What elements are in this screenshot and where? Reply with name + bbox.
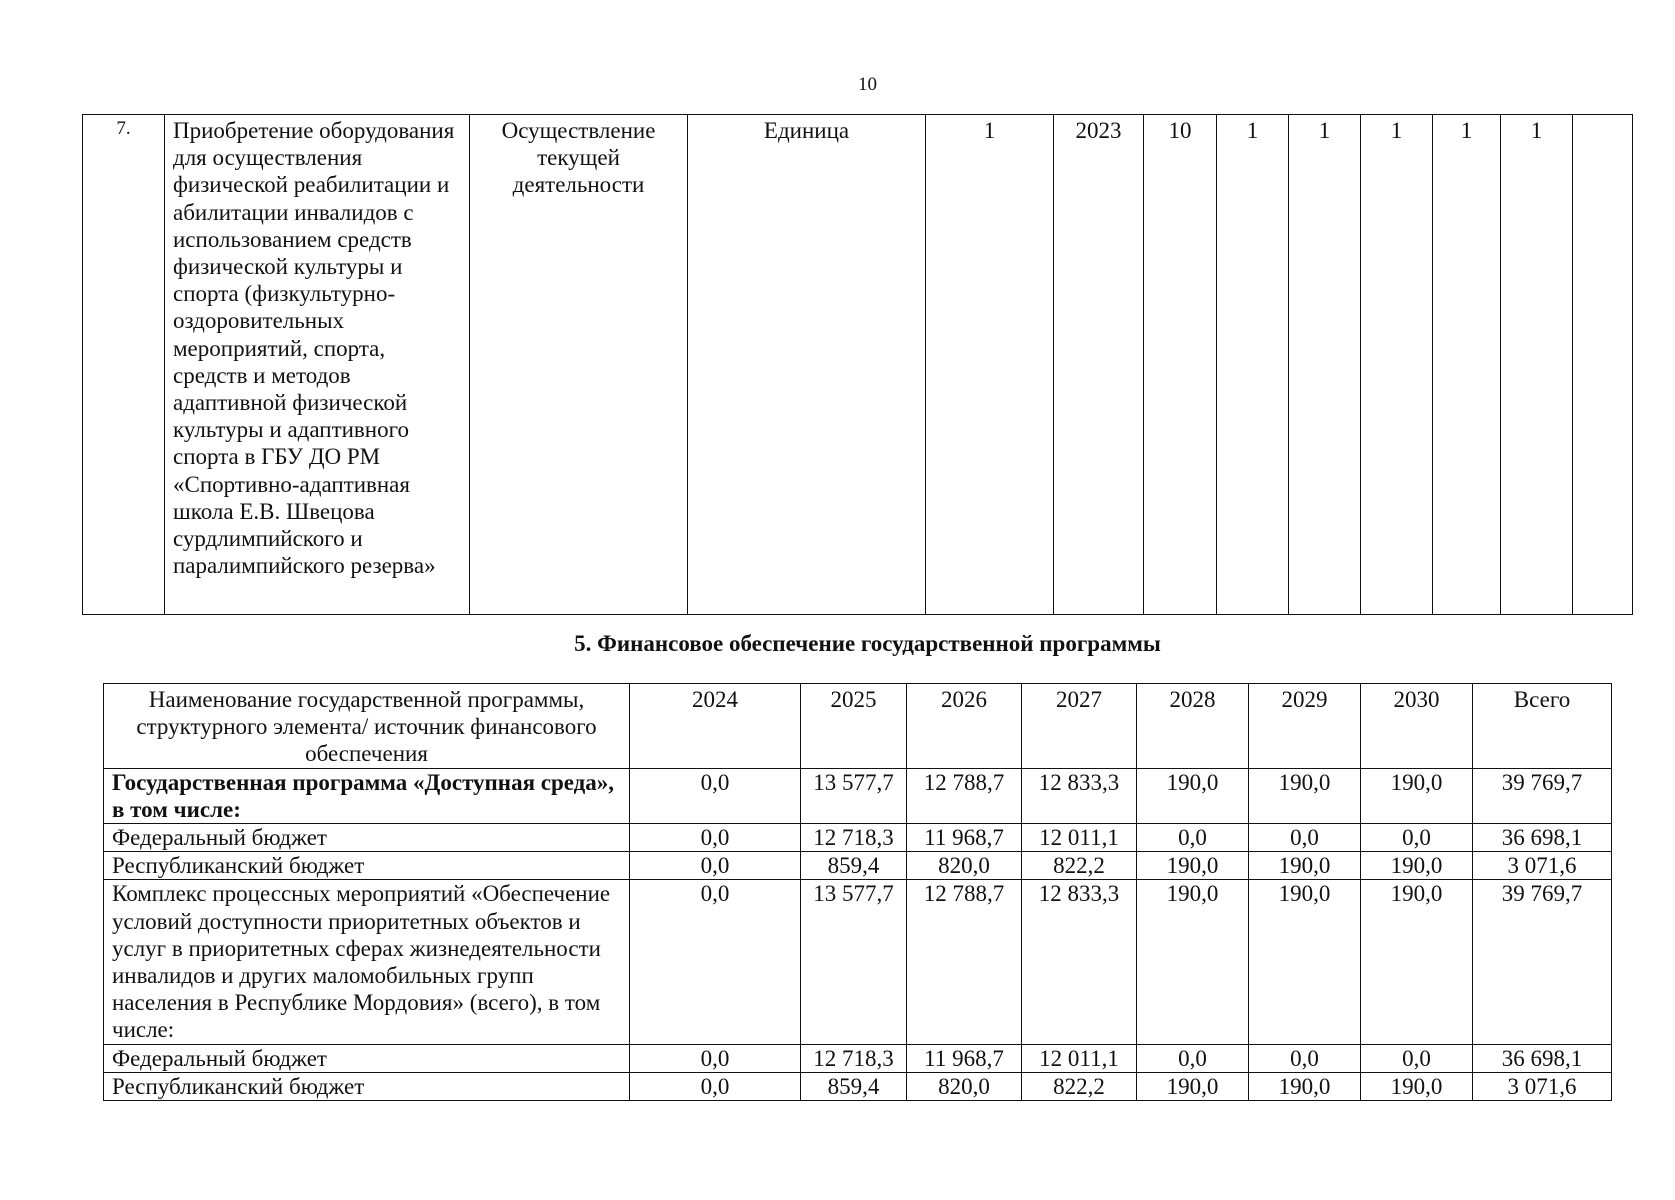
row-value: 859,4 [801,852,907,880]
row-value: 0,0 [630,1044,801,1072]
row-value: 190,0 [1361,852,1473,880]
row-label: Государственная программа «Доступная среда», в том числе: [104,768,630,823]
row-value: 39 769,7 [1473,880,1612,1044]
row-value: 36 698,1 [1473,824,1612,852]
header-year: 2025 [801,684,907,769]
row-value: 39 769,7 [1473,768,1612,823]
activity-table [82,114,1633,615]
base-year: 2023 [1054,115,1144,615]
table-row [104,880,1612,1044]
header-year: 2028 [1137,684,1249,769]
activity-name: Приобретение оборудования для осуществления физической реабилитации и абилитации инвалидов с использованием средств физической культуры и спорта (физкультурно-оздоровительных мероприятий, спорта, средств и методов адаптивной физической культуры и адаптивного спорта в ГБУ ДО РМ «Спортивно-адаптивная школа Е.В. Швецова сурдлимпийского и паралимпийского резерва» [165,115,470,615]
header-year: 2027 [1022,684,1137,769]
target-value: 10 [1144,115,1217,615]
header-year: 2030 [1361,684,1473,769]
unit-of-measure: Единица [688,115,926,615]
row-value: 13 577,7 [801,880,907,1044]
row-value: 190,0 [1137,852,1249,880]
row-value: 190,0 [1249,1072,1361,1100]
header-year: 2026 [907,684,1022,769]
row-value: 11 968,7 [907,1044,1022,1072]
row-label: Федеральный бюджет [104,824,630,852]
row-value: 36 698,1 [1473,1044,1612,1072]
row-value: 0,0 [630,824,801,852]
section-title: 5. Финансовое обеспечение государственной программы [574,631,1161,656]
row-value: 820,0 [907,1072,1022,1100]
row-value: 12 833,3 [1022,880,1137,1044]
row-value: 3 071,6 [1473,852,1612,880]
row-value: 0,0 [1249,824,1361,852]
row-value: 0,0 [630,1072,801,1100]
row-value: 0,0 [1361,1044,1473,1072]
table-row [104,824,1612,852]
row-value: 12 833,3 [1022,768,1137,823]
table-row [104,852,1612,880]
row-value: 859,4 [801,1072,907,1100]
row-value: 190,0 [1361,1072,1473,1100]
table-header-row [104,684,1612,769]
row-value: 3 071,6 [1473,1072,1612,1100]
row-value: 822,2 [1022,1072,1137,1100]
row-value: 0,0 [1361,824,1473,852]
row-value: 0,0 [1137,824,1249,852]
target-value: 1 [1361,115,1433,615]
table-row [104,1044,1612,1072]
row-label: Федеральный бюджет [104,1044,630,1072]
table-row [104,1072,1612,1100]
row-value: 12 718,3 [801,824,907,852]
row-value: 11 968,7 [907,824,1022,852]
row-value: 190,0 [1249,880,1361,1044]
target-value: 1 [1217,115,1289,615]
row-number: 7. [83,115,165,615]
header-year: 2024 [630,684,801,769]
base-value: 1 [926,115,1054,615]
row-label: Комплекс процессных мероприятий «Обеспечение условий доступности приоритетных объектов и услуг в приоритетных сферах жизнедеятельности инвалидов и других маломобильных групп населения в Республике Мордовия» (всего), в том числе: [104,880,630,1044]
finance-table [103,683,1612,1101]
target-value [1573,115,1633,615]
row-value: 190,0 [1249,852,1361,880]
activity-type: Осуществление текущей деятельности [470,115,688,615]
row-value: 820,0 [907,852,1022,880]
row-value: 12 011,1 [1022,824,1137,852]
row-label: Республиканский бюджет [104,1072,630,1100]
row-value: 0,0 [630,880,801,1044]
row-value: 12 011,1 [1022,1044,1137,1072]
target-value: 1 [1289,115,1361,615]
page-number: 10 [858,74,877,95]
row-value: 12 788,7 [907,880,1022,1044]
row-label: Республиканский бюджет [104,852,630,880]
row-value: 190,0 [1137,1072,1249,1100]
row-value: 0,0 [630,852,801,880]
row-value: 0,0 [1137,1044,1249,1072]
row-value: 190,0 [1361,880,1473,1044]
row-value: 0,0 [1249,1044,1361,1072]
row-value: 0,0 [630,768,801,823]
table-row [104,768,1612,823]
table-row [83,115,1633,615]
row-value: 13 577,7 [801,768,907,823]
row-value: 12 788,7 [907,768,1022,823]
header-total: Всего [1473,684,1612,769]
row-value: 190,0 [1137,880,1249,1044]
row-value: 190,0 [1137,768,1249,823]
header-name: Наименование государственной программы, структурного элемента/ источник финансового обеспечения [104,684,630,769]
target-value: 1 [1501,115,1573,615]
row-value: 190,0 [1249,768,1361,823]
header-year: 2029 [1249,684,1361,769]
row-value: 822,2 [1022,852,1137,880]
row-value: 190,0 [1361,768,1473,823]
row-value: 12 718,3 [801,1044,907,1072]
target-value: 1 [1433,115,1501,615]
